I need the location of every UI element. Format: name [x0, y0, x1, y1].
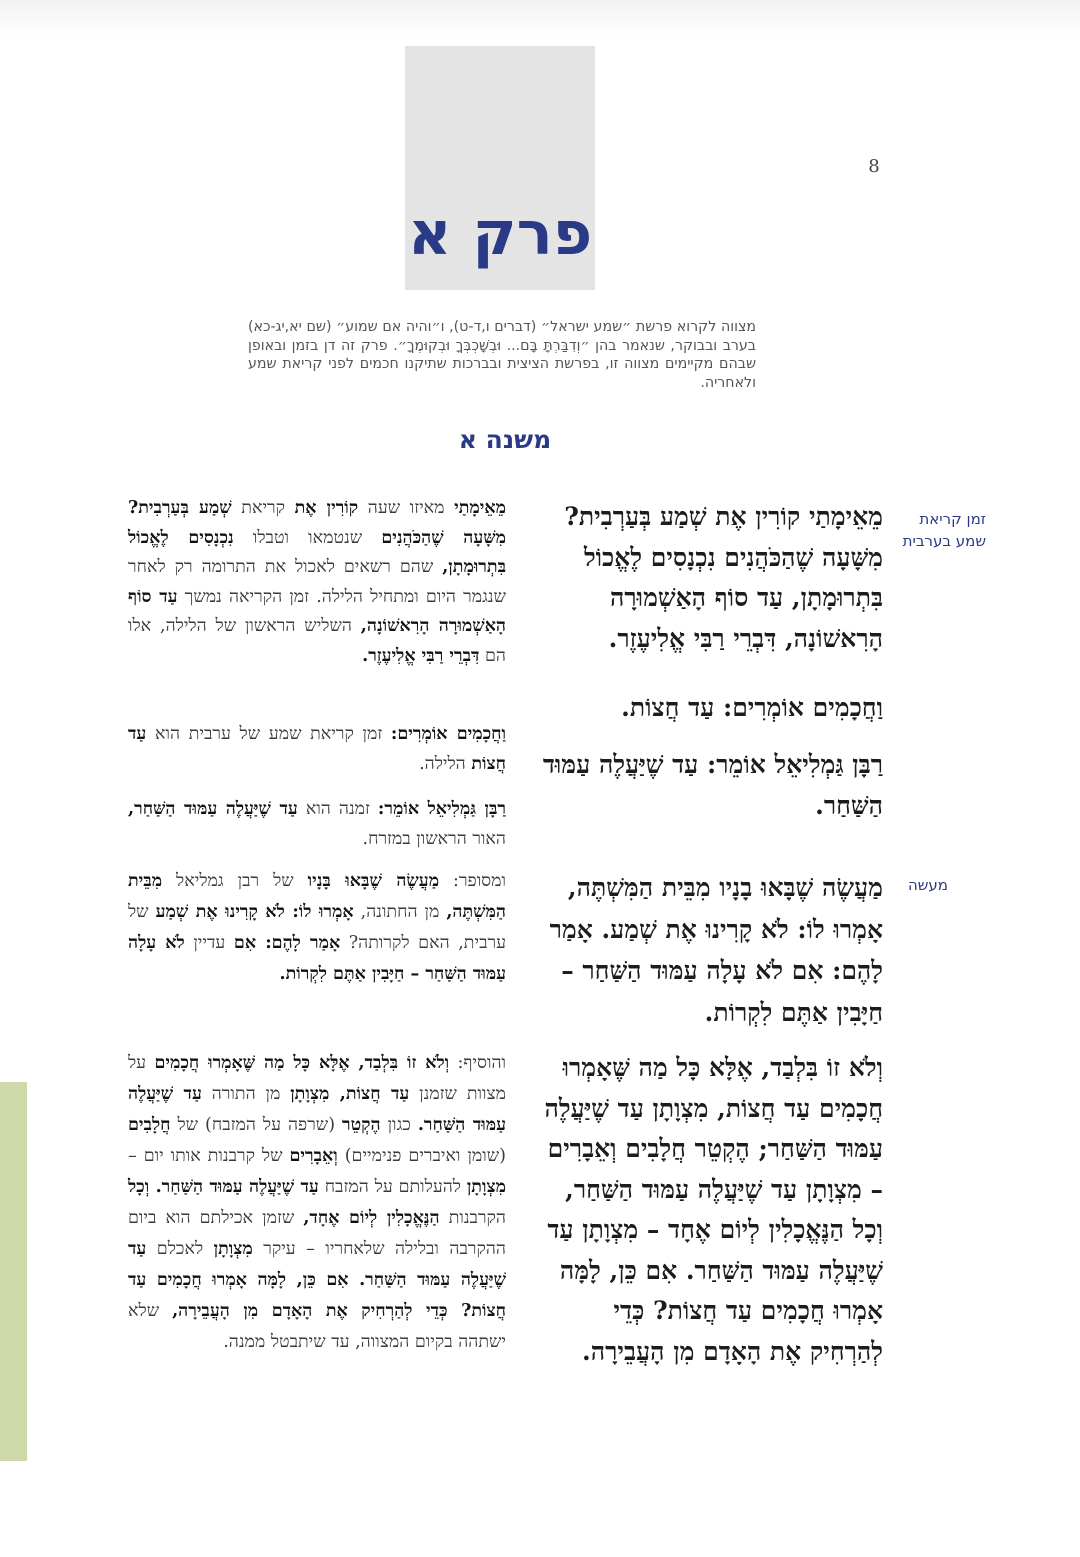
commentary-quote-run: נִכְנָסִים לֶאֱכוֹל בִּתְרוּמָתָן, [128, 527, 506, 577]
mishna-paragraph: וְלֹא זוֹ בִּלְבַד, אֶלָּא כָּל מַה שֶּׁאָמְרוּ חֲכָמִים עַד חֲצוֹת, מִצְוָתָן עַד שֶׁיַּעֲלֶה עַמּוּד הַשַּׁחַר; הֶקְטֵר חֲלָבִים וְאֵבָרִים – מִצְוָתָן עַד שֶׁיַּעֲלֶה עַמּוּד הַשַּׁחַר, וְכָל הַנֶּאֱכָלִין לְיוֹם אֶחָד – מִצְוָתָן עַד שֶׁיַּעֲלֶה עַמּוּד הַשַּׁחַר. אִם כֵּן, לָמָּה אָמְרוּ חֲכָמִים עַד חֲצוֹת? כְּדֵי לְהַרְחִיק אֶת הָאָדָם מִן הָעֲבֵירָה. [544, 1053, 883, 1366]
chapter-intro: מצווה לקרוא פרשת ״שמע ישראל״ (דברים ו,ד-ט), ו״והיה אם שמוע״ (שם יא,יג-כא) בערב ובבוקר, שנאמר בהן ״וְדִבַּרְתָּ בָּם... וּבְשָׁכְבְּךָ וּבְקוּמֶךָ״. פרק זה דן בזמן ובאופן שבהם מקיימים מצווה זו, בפרשת הציצית ובברכות שתיקנו חכמים לפני קריאת שמע ולאחריה. [248, 319, 756, 391]
commentary-quote-run: עַד שֶׁיַּעֲלֶה עַמּוּד הַשַּׁחַר. [128, 1084, 506, 1135]
chapter-title: פרק א [407, 199, 593, 269]
page-top-shadow [0, 0, 1080, 36]
mishna-text-block [538, 497, 883, 659]
mishna-text-block [538, 867, 883, 1033]
mishna-paragraph: רַבָּן גַּמְלִיאֵל אוֹמֵר: עַד שֶׁיַּעֲלֶה עַמּוּד הַשַּׁחַר. [542, 750, 883, 820]
mishna-text-block [538, 688, 883, 728]
mishna-paragraph: מֵאֵימָתַי קוֹרִין אֶת שְׁמַע בְּעַרְבִית? מִשָּׁעָה שֶׁהַכֹּהֲנִים נִכְנָסִים לֶאֱכוֹל בִּתְרוּמָתָן, עַד סוֹף הָאַשְׁמוּרָה הָרִאשׁוֹנָה, דִּבְרֵי רַבִּי אֱלִיעֶזֶר. [564, 502, 883, 653]
commentary-explanation-run: להעלותם על המזבח [318, 1177, 467, 1197]
commentary-paragraph [128, 1048, 506, 1358]
commentary-explanation-run: על מצוות שזמנן [128, 1053, 506, 1104]
commentary-explanation-run: מן התורה [201, 1084, 291, 1104]
chapter-edge-tab [0, 1082, 27, 1461]
commentary-quote-run: עַד שֶׁיַּעֲלֶה עַמּוּד הַשַּׁחַר. אִם כֵּן, לָמָּה אָמְרוּ חֲכָמִים עַד חֲצוֹת? כְּדֵי לְהַרְחִיק אֶת הָאָדָם מִן הָעֲבֵירָה, [128, 1239, 506, 1321]
commentary-paragraph [128, 795, 506, 854]
commentary-explanation-run: הקרבנות [439, 1208, 506, 1228]
commentary-paragraph [128, 720, 506, 779]
commentary-explanation-run: קריאת [231, 498, 295, 518]
commentary-quote-run: הַנֶּאֱכָלִין לְיוֹם אֶחָד, [303, 1208, 440, 1228]
commentary-explanation-run: מאיזו שעה [358, 498, 455, 518]
commentary-quote-run: מִצְוָתָן [213, 1239, 253, 1259]
commentary-explanation-run: של קרבנות אותו יום – [128, 1146, 290, 1166]
commentary-quote-run: דִּבְרֵי רַבִּי אֱלִיעֶזֶר. [362, 645, 480, 666]
commentary-quote-run: הֶקְטֵר [342, 1115, 381, 1135]
commentary-block [128, 494, 506, 671]
commentary-explanation-run: עדיין [184, 933, 234, 953]
commentary-quote-run: מִצְוָתָן [466, 1177, 506, 1197]
commentary-explanation-run: (שומן ואיברים פנימיים) [337, 1146, 506, 1166]
commentary-quote-run: מֵאֵימָתַי [454, 498, 506, 518]
commentary-quote-run: קוֹרִין אֶת [294, 498, 359, 518]
commentary-explanation-run: שנטמאו וטבלו [233, 527, 382, 548]
mishna-text-block [538, 1048, 883, 1372]
mishna-paragraph: מַעֲשֶׂה שֶׁבָּאוּ בָנָיו מִבֵּית הַמִּשְׁתֶּה, אָמְרוּ לוֹ: לֹא קָרִינוּ אֶת שְׁמַע. אָמַר לָהֶם: אִם לֹא עָלָה עַמּוּד הַשַּׁחַר – חַיָּבִין אַתֶּם לִקְרוֹת. [549, 873, 883, 1027]
commentary-paragraph [128, 866, 506, 990]
commentary-explanation-run: מן החתונה, [353, 902, 447, 922]
commentary-quote-run: וְאֵבָרִים [289, 1146, 338, 1166]
mishna-text-block [538, 744, 883, 826]
commentary-block [128, 1048, 506, 1358]
commentary-quote-run: עַד סוֹף הָאַשְׁמוּרָה הָרִאשׁוֹנָה, [128, 586, 507, 636]
commentary-quote-run: עַד חֲצוֹת [128, 724, 506, 774]
commentary-explanation-run: שהם רשאים לאכול את התרומה רק לאחר שנגמר היום ומתחיל הלילה. זמן הקריאה נמשך [128, 557, 506, 607]
commentary-explanation-run: של רבן גמליאל [162, 871, 308, 891]
commentary-explanation-run: לאכלם [146, 1239, 214, 1259]
commentary-quote-run: עַד חֲצוֹת, מִצְוָתָן [290, 1084, 410, 1104]
commentary-explanation-run: זמן קריאת שמע של ערבית הוא [146, 724, 391, 744]
commentary-block [128, 866, 506, 990]
mishna-paragraph: וַחֲכָמִים אוֹמְרִים: עַד חֲצוֹת. [621, 693, 883, 722]
page-number: 8 [868, 156, 880, 177]
commentary-explanation-run: כגון [380, 1115, 418, 1135]
commentary-explanation-run: שלא ישתהה בקיום המצווה, עד שיתבטל ממנה. [128, 1301, 506, 1352]
commentary-quote-run: חֲלָבִים [128, 1115, 171, 1135]
commentary-explanation-run: של ערבית, האם לקרותה? [128, 902, 507, 953]
commentary-quote-run: אָמְרוּ לוֹ: לֹא קָרִינוּ אֶת שְׁמַע [155, 902, 354, 922]
commentary-quote-run: שְׁמַע בְּעַרְבִית? מִשָּׁעָה שֶׁהַכֹּהֲנִים [128, 498, 506, 548]
commentary-block [128, 720, 506, 779]
commentary-quote-run: אָמַר לָהֶם: אִם [233, 933, 341, 953]
mishna-heading: משנה א [458, 425, 552, 454]
commentary-explanation-run: האור הראשון במזרח. [362, 828, 506, 849]
commentary-quote-run: וַחֲכָמִים אוֹמְרִים: [390, 724, 506, 744]
commentary-explanation-run: והוסיף: [449, 1053, 506, 1073]
commentary-explanation-run: (שרפה על המזבח) של [170, 1115, 342, 1135]
commentary-quote-run: וְלֹא זוֹ בִּלְבַד, אֶלָּא כָּל מַה שֶּׁאָמְרוּ חֲכָמִים [154, 1053, 450, 1073]
commentary-quote-run: רַבָּן גַּמְלִיאֵל אוֹמֵר: [377, 799, 507, 819]
commentary-block [128, 795, 506, 854]
commentary-explanation-run: השליש הראשון של הלילה, אלו הם [128, 616, 506, 666]
commentary-quote-run: מַעֲשֶׂה שֶׁבָּאוּ בָּנָיו [307, 871, 440, 891]
side-label-story: מעשה [907, 876, 948, 894]
commentary-quote-run: עַד שֶׁיַּעֲלֶה עַמּוּד הַשַּׁחַר, [128, 799, 298, 819]
commentary-quote-run: לֹא עָלָה עַמּוּד הַשַּׁחַר – חַיָּבִין אַתֶּם לִקְרוֹת. [128, 933, 506, 984]
commentary-explanation-run: שזמן אכילתם הוא ביום ההקרבה ובלילה שלאחריו – עיקר [128, 1208, 506, 1259]
commentary-paragraph [128, 494, 506, 671]
commentary-explanation-run: הלילה. [419, 753, 472, 774]
commentary-explanation-run: ומסופר: [439, 871, 506, 891]
commentary-quote-run: מִבֵּית הַמִּשְׁתֶּה, [128, 871, 506, 922]
side-label-evening-time: זמן קריאת שמע בערבית [902, 510, 986, 550]
commentary-quote-run: עַד שֶׁיַּעֲלֶה עַמּוּד הַשַּׁחַר. וְכָל [128, 1177, 319, 1197]
commentary-explanation-run: זמנה הוא [297, 799, 378, 819]
